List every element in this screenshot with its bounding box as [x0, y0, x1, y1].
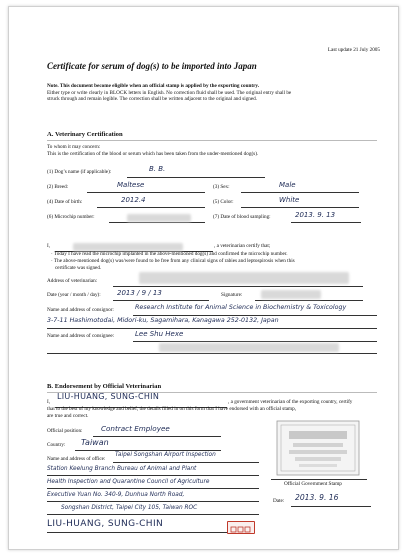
microchip-redacted	[127, 214, 191, 222]
red-name-seal	[227, 521, 255, 534]
country-value: Taiwan	[81, 438, 109, 447]
office-address-line-5: Songshan District, Taipei City 105, Taiwan ROC	[61, 505, 198, 511]
vet-name-prefix: I,	[47, 243, 51, 249]
vet-address-redacted	[139, 272, 349, 284]
consignee-label: Name and address of consignee:	[47, 333, 115, 339]
note-line-3: struck through and remain legible. The correction shall be written adjacent to the original and signed.	[47, 96, 258, 102]
consignor-line-2: 3-7-11 Hashimotodai, Midori-ku, Sagamihara, Kanagawa 252-0132, Japan	[47, 317, 279, 324]
stamp-caption: Official Government Stamp	[284, 481, 342, 487]
section-a-heading: A. Veterinary Certification	[47, 131, 123, 138]
b-date-value: 2013. 9. 16	[295, 493, 339, 502]
official-vet-name: LIU-HUANG, SUNG-CHIN	[57, 392, 160, 401]
printed-official-name: LIU-HUANG, SUNG-CHIN	[47, 519, 164, 529]
consignor-line-1: Research Institute for Animal Science in Biochemistry & Toxicology	[135, 304, 347, 311]
a-date-label: Date (year / month / day):	[47, 292, 101, 298]
a-signature-redacted	[261, 290, 321, 299]
last-update: Last update 21 July 2005	[327, 47, 380, 53]
certify-bullet-2a: · The above-mentioned dog(s) was/were found to be free from any clinical signs of rabies and leptospirosis when this	[51, 258, 295, 264]
gov-line-2: that to the best of my knowledge and belief, the details filled in on this form that I have endorsed with an official stamp,	[47, 406, 296, 412]
position-label: Official position:	[47, 428, 83, 434]
dob-label: (4) Date of birth:	[47, 199, 83, 205]
b-name-prefix: I,	[47, 399, 51, 405]
a-signature-label: Signature:	[221, 292, 243, 298]
section-a-intro: This is the certification of the blood or serum which has been taken from the under-mentioned dog(s).	[47, 151, 259, 157]
note-line-2: Either type or write clearly in BLOCK letters in English. No correction fluid shall be used. The original entry shall be	[47, 89, 292, 96]
sex-label: (3) Sex:	[213, 184, 230, 190]
certificate-page	[8, 6, 399, 550]
official-stamp	[275, 419, 361, 477]
vet-address-label: Address of veterinarian:	[47, 278, 98, 284]
section-b-heading: B. Endorsement by Official Veterinarian	[47, 383, 162, 390]
country-label: Country:	[47, 442, 66, 448]
office-address-line-1: Taipei Songshan Airport Inspection	[115, 452, 216, 458]
dog-name-value: B. B.	[149, 165, 166, 173]
breed-value: Maltese	[117, 181, 145, 189]
vet-name-redacted	[73, 243, 183, 251]
a-date-value: 2013 / 9 / 13	[117, 289, 162, 297]
office-address-line-2: Station Keelung Branch Bureau of Animal and Plant	[47, 466, 197, 472]
to-whom-text: To whom it may concern:	[47, 144, 101, 150]
sampling-label: (7) Date of blood sampling:	[213, 214, 271, 220]
certify-bullet-2b: certificate was signed.	[55, 264, 102, 271]
office-address-line-3: Health Inspection and Quarantine Council of Agriculture	[47, 479, 210, 485]
vet-certify-text: , a veterinarian certify that;	[214, 243, 271, 249]
color-value: White	[279, 196, 300, 204]
consignee-value: Lee Shu Hexe	[135, 330, 184, 338]
dog-name-label: (1) Dog’s name (if applicable):	[47, 169, 112, 175]
breed-label: (2) Breed:	[47, 184, 69, 190]
b-date-label: Date:	[273, 498, 285, 504]
office-address-line-4: Executive Yuan No. 340-9, Dunhua North Road,	[47, 492, 185, 498]
microchip-label: (6) Microchip number:	[47, 214, 95, 220]
consignee-address-redacted	[159, 343, 339, 352]
gov-line-3: are true and correct.	[47, 412, 89, 419]
color-label: (5) Color:	[213, 199, 234, 205]
office-address-label: Name and address of office:	[47, 456, 106, 462]
document-title: Certificate for serum of dog(s) to be imported into Japan	[47, 61, 257, 71]
sampling-value: 2013. 9. 13	[295, 211, 336, 219]
consignor-label: Name and address of consignor:	[47, 307, 114, 313]
gov-line-1: , a government veterinarian of the exporting country, certify	[228, 399, 353, 405]
dob-value: 2012.4	[121, 196, 146, 204]
position-value: Contract Employee	[101, 424, 170, 433]
sex-value: Male	[279, 181, 296, 189]
note-line-1: Note. This document become eligible when an official stamp is applied by the exporting country.	[47, 83, 260, 89]
section-a-divider	[47, 140, 377, 141]
certify-bullet-1: · Today I have read the microchip implanted in the above-mentioned dog(s) and confirmed the microchip number.	[51, 251, 288, 257]
